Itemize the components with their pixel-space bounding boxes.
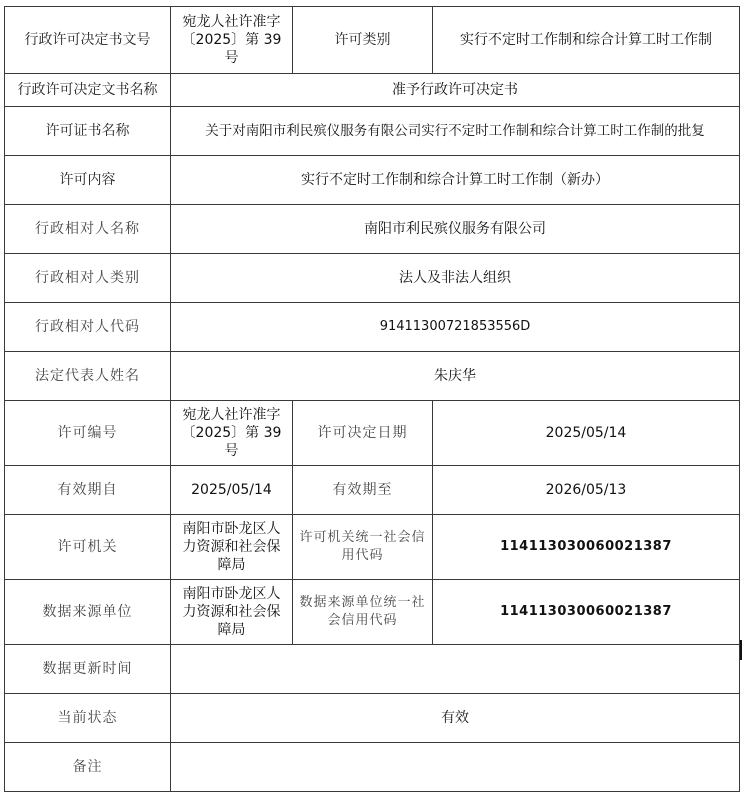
valid-from-value: 2025/05/14 <box>171 466 293 515</box>
source-code-value: 114113030060021387 <box>433 580 740 645</box>
table-row <box>5 466 740 515</box>
decision-no-value: 宛龙人社许准字〔2025〕第 39 号 <box>171 7 293 74</box>
decision-date-value: 2025/05/14 <box>433 401 740 466</box>
table-row <box>5 515 740 580</box>
authority-code-value: 11411303006002138​7 <box>433 515 740 580</box>
content-label: 许可内容 <box>5 156 171 205</box>
table-row <box>5 645 740 694</box>
permit-no-label: 许可编号 <box>5 401 171 466</box>
valid-to-label: 有效期至 <box>293 466 433 515</box>
table-row <box>5 7 740 74</box>
authority-value: 南阳市卧龙区人力资源和社会保障局 <box>171 515 293 580</box>
table-row <box>5 254 740 303</box>
table-row <box>5 401 740 466</box>
decision-no-label: 行政许可决定书文号 <box>5 7 171 74</box>
content-value: 实行不定时工作制和综合计算工时工作制（新办） <box>171 156 740 205</box>
text-cursor <box>740 640 742 660</box>
source-code-label: 数据来源单位统一社会信用代码 <box>293 580 433 645</box>
cert-name-label: 许可证书名称 <box>5 107 171 156</box>
valid-from-label: 有效期自 <box>5 466 171 515</box>
legal-rep-label: 法定代表人姓名 <box>5 352 171 401</box>
doc-name-label: 行政许可决定文书名称 <box>5 74 171 107</box>
party-name-value: 南阳市利民殡仪服务有限公司 <box>171 205 740 254</box>
party-type-value: 法人及非法人组织 <box>171 254 740 303</box>
table-row <box>5 580 740 645</box>
cert-name-value: 关于对南阳市利民殡仪服务有限公司实行不定时工作制和综合计算工时工作制的批复 <box>171 107 740 156</box>
remarks-label: 备注 <box>5 743 171 792</box>
valid-to-value: 2026/05/13 <box>433 466 740 515</box>
party-name-label: 行政相对人名称 <box>5 205 171 254</box>
permit-type-label: 许可类别 <box>293 7 433 74</box>
table-row <box>5 74 740 107</box>
table-row <box>5 156 740 205</box>
permit-no-value: 宛龙人社许准字〔2025〕第 39 号 <box>171 401 293 466</box>
table-row <box>5 205 740 254</box>
authority-label: 许可机关 <box>5 515 171 580</box>
permit-info-table <box>4 6 740 792</box>
party-code-label: 行政相对人代码 <box>5 303 171 352</box>
remarks-value <box>171 743 740 792</box>
table-row <box>5 352 740 401</box>
table-row <box>5 694 740 743</box>
update-time-value <box>171 645 740 694</box>
party-code-value: 91411300721853556D <box>171 303 740 352</box>
status-value: 有效 <box>171 694 740 743</box>
doc-name-value: 准予行政许可决定书 <box>171 74 740 107</box>
legal-rep-value: 朱庆华 <box>171 352 740 401</box>
table-row <box>5 743 740 792</box>
status-label: 当前状态 <box>5 694 171 743</box>
source-label: 数据来源单位 <box>5 580 171 645</box>
source-value: 南阳市卧龙区人力资源和社会保障局 <box>171 580 293 645</box>
table-row <box>5 303 740 352</box>
authority-code-label: 许可机关统一社会信用代码 <box>293 515 433 580</box>
permit-type-value: 实行不定时工作制和综合计算工时工作制 <box>433 7 740 74</box>
party-type-label: 行政相对人类别 <box>5 254 171 303</box>
update-time-label: 数据更新时间 <box>5 645 171 694</box>
decision-date-label: 许可决定日期 <box>293 401 433 466</box>
table-row <box>5 107 740 156</box>
